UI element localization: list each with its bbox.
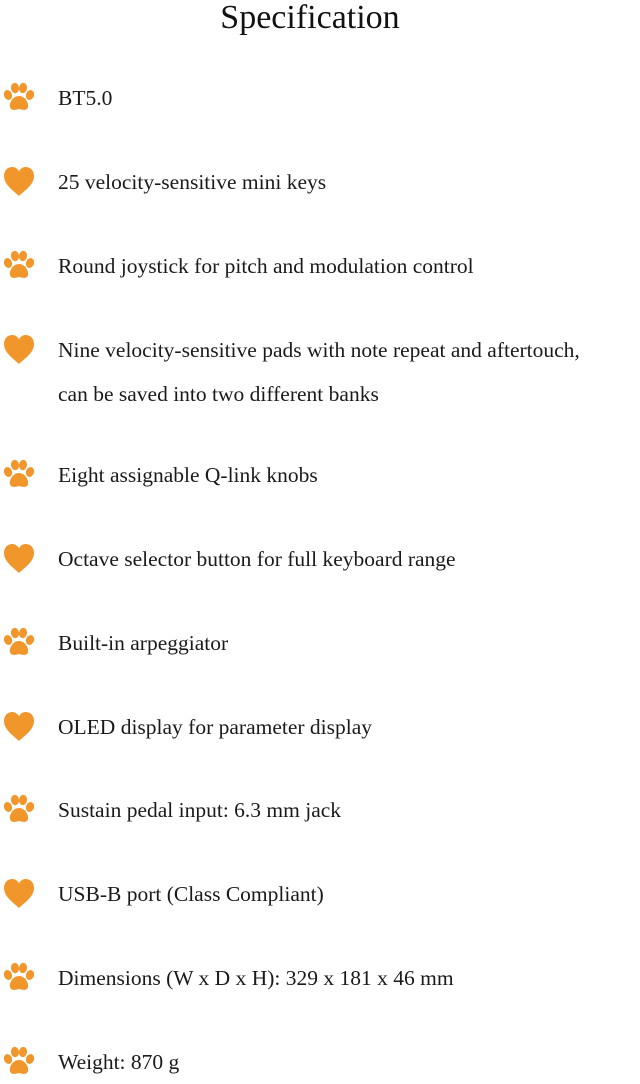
list-item-line: OLED display for parameter display (58, 715, 373, 739)
list-item-line: 25 velocity-sensitive mini keys (58, 170, 327, 194)
heart-icon (2, 165, 36, 199)
list-item-line: USB-B port (Class Compliant) (58, 882, 324, 906)
paw-icon (2, 793, 36, 827)
list-item-text (58, 160, 326, 204)
paw-icon (2, 249, 36, 283)
list-item-line: Octave selector button for full keyboard range (58, 547, 456, 571)
list-item-line: Round joystick for pitch and modulation control (58, 254, 474, 278)
list-item-line: Sustain pedal input: 6.3 mm jack (58, 798, 342, 822)
list-item-line: Eight assignable Q-link knobs (58, 463, 318, 487)
list-item-line: Dimensions (W x D x H): 329 x 181 x 46 mm (58, 966, 454, 990)
list-item-line: Weight: 870 g (58, 1050, 180, 1074)
list-item-line: BT5.0 (58, 86, 113, 110)
heart-icon (2, 333, 36, 367)
paw-icon (2, 961, 36, 995)
list-item-text (58, 1040, 179, 1084)
paw-icon (2, 626, 36, 660)
paw-icon (2, 1045, 36, 1079)
list-item-text (58, 453, 318, 497)
heart-icon (2, 877, 36, 911)
page-title: Specification (220, 0, 400, 36)
heart-icon (2, 542, 36, 576)
heart-icon (2, 710, 36, 744)
list-item-text (58, 705, 372, 749)
list-item-line: Built-in arpeggiator (58, 631, 229, 655)
list-item-text (58, 621, 228, 665)
paw-icon (2, 458, 36, 492)
list-item-line: Nine velocity-sensitive pads with note repeat and aftertouch, (58, 338, 580, 362)
list-item-text (58, 328, 580, 416)
paw-icon (2, 81, 36, 115)
list-item-text (58, 788, 341, 832)
list-item-text (58, 537, 456, 581)
list-item-text (58, 956, 454, 1000)
list-item-text (58, 76, 112, 120)
list-item-text (58, 244, 474, 288)
list-item-text (58, 872, 324, 916)
list-item-line: can be saved into two different banks (58, 382, 379, 406)
